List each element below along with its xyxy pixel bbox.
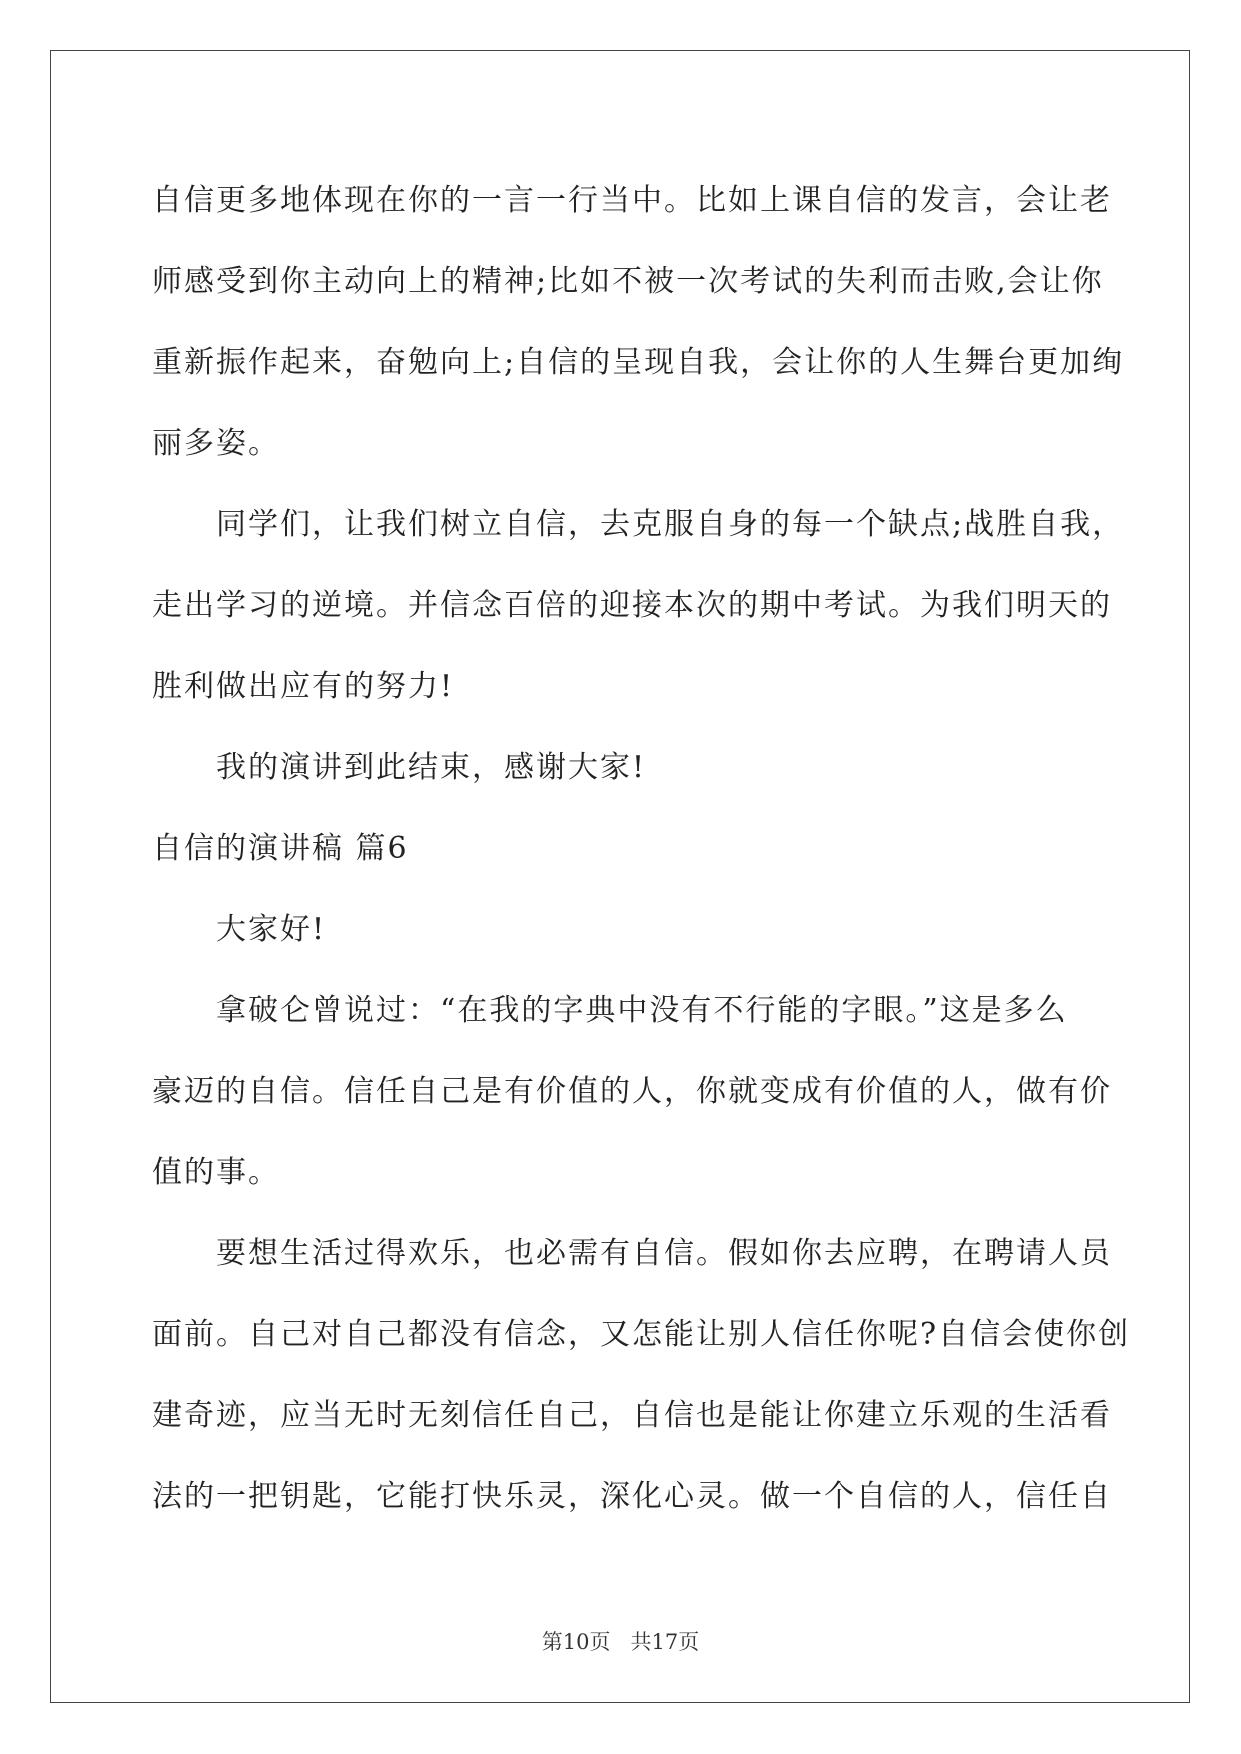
greeting-line: 大家好! — [216, 912, 327, 947]
text-line: 法的一把钥匙，它能打快乐灵，深化心灵。做一个自信的人，信任自 — [152, 1479, 1112, 1514]
text-line: 建奇迹，应当无时无刻信任自己，自信也是能让你建立乐观的生活看 — [152, 1398, 1112, 1433]
section-heading: 自信的演讲稿 篇6 — [152, 831, 409, 866]
text-line: 师感受到你主动向上的精神;比如不被一次考试的失利而击败,会让你 — [152, 264, 1104, 299]
document-body — [152, 160, 1131, 1537]
text-line: 胜利做出应有的努力! — [152, 669, 455, 704]
paragraph-first-line: 同学们，让我们树立自信，去克服自身的每一个缺点;战胜自我， — [216, 507, 1125, 542]
page-total: 共17页 — [630, 1630, 700, 1654]
text-line: 重新振作起来，奋勉向上;自信的呈现自我，会让你的人生舞台更加绚 — [152, 345, 1125, 380]
text-line: 自信更多地体现在你的一言一行当中。比如上课自信的发言，会让老 — [152, 183, 1112, 218]
text-line: 值的事。 — [152, 1155, 280, 1190]
page-footer — [0, 1626, 1241, 1656]
page-number: 第10页 — [541, 1630, 611, 1654]
text-line: 面前。自己对自己都没有信念，又怎能让别人信任你呢?自信会使你创 — [152, 1317, 1131, 1352]
paragraph-first-line: 要想生活过得欢乐，也必需有自信。假如你去应聘，在聘请人员 — [216, 1236, 1112, 1271]
text-line: 走出学习的逆境。并信念百倍的迎接本次的期中考试。为我们明天的 — [152, 588, 1112, 623]
paragraph-first-line: 我的演讲到此结束，感谢大家! — [216, 750, 647, 785]
paragraph-first-line: 拿破仑曾说过：“在我的字典中没有不行能的字眼。”这是多么 — [216, 993, 1068, 1028]
text-line: 丽多姿。 — [152, 426, 280, 461]
text-line: 豪迈的自信。信任自己是有价值的人，你就变成有价值的人，做有价 — [152, 1074, 1112, 1109]
